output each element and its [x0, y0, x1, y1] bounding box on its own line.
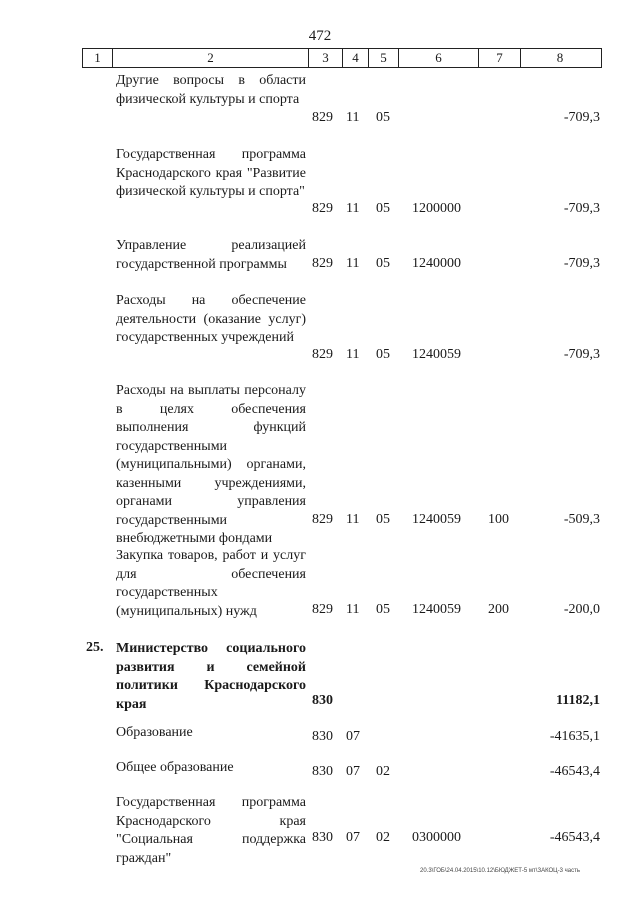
ved-code: 829 — [312, 110, 333, 125]
ved-code: 830 — [312, 729, 333, 744]
ved-code: 829 — [312, 256, 333, 271]
target-article-code: 0300000 — [412, 830, 461, 845]
header-col-1: 1 — [83, 49, 113, 67]
section-code: 11 — [346, 347, 360, 362]
header-col-4: 4 — [343, 49, 369, 67]
expense-type-code: 200 — [488, 602, 509, 617]
target-article-code: 1240000 — [412, 256, 461, 271]
row-name: Образование — [116, 725, 193, 740]
amount: -41635,1 — [549, 729, 600, 744]
amount: -709,3 — [563, 256, 600, 271]
header-col-2: 2 — [113, 49, 309, 67]
ved-code: 829 — [312, 201, 333, 216]
subsection-code: 05 — [376, 256, 390, 271]
subsection-code: 05 — [376, 347, 390, 362]
page-number: 472 — [308, 28, 332, 44]
amount: -709,3 — [563, 201, 600, 216]
target-article-code: 1240059 — [412, 602, 461, 617]
ved-code: 829 — [312, 347, 333, 362]
subsection-code: 05 — [376, 602, 390, 617]
amount: -46543,4 — [549, 830, 600, 845]
amount: -46543,4 — [549, 764, 600, 779]
amount: -709,3 — [563, 347, 600, 362]
subsection-code: 05 — [376, 110, 390, 125]
subsection-code: 02 — [376, 830, 390, 845]
amount: -200,0 — [563, 602, 600, 617]
subsection-code: 02 — [376, 764, 390, 779]
row-name: Общее образование — [116, 760, 234, 775]
amount: -509,3 — [563, 512, 600, 527]
target-article-code: 1240059 — [412, 347, 461, 362]
ved-code: 830 — [312, 830, 333, 845]
footer-path: 20.3\ГОБ\24.04.2015\10.12\БЮДЖЕТ-5 мт\ЗАКОЦ-3 часть — [420, 868, 580, 874]
table-header — [82, 48, 602, 68]
row-name: Расходы на обеспечение деятельности (оказание услуг) государственных учреждений — [116, 293, 306, 345]
amount: 11182,1 — [556, 693, 600, 708]
row-name: Управление реализацией государственной программы — [116, 238, 306, 272]
row-name: Закупка товаров, работ и услуг для обеспечения государственных (муниципальных) нужд — [116, 548, 306, 619]
subsection-code: 05 — [376, 512, 390, 527]
section-code: 11 — [346, 512, 360, 527]
header-col-6: 6 — [399, 49, 479, 67]
ved-code: 829 — [312, 512, 333, 527]
section-code: 11 — [346, 201, 360, 216]
expense-type-code: 100 — [488, 512, 509, 527]
row-name: Министерство социального развития и семейной политики Краснодарского края — [116, 641, 306, 712]
section-code: 07 — [346, 764, 360, 779]
row-name: Другие вопросы в области физической культуры и спорта — [116, 73, 306, 107]
target-article-code: 1240059 — [412, 512, 461, 527]
row-name: Государственная программа Краснодарского края "Развитие физической культуры и спорта" — [116, 147, 306, 199]
subsection-code: 05 — [376, 201, 390, 216]
target-article-code: 1200000 — [412, 201, 461, 216]
amount: -709,3 — [563, 110, 600, 125]
header-col-8: 8 — [556, 50, 564, 65]
header-col-3: 3 — [309, 49, 343, 67]
row-number: 25. — [86, 640, 104, 655]
section-code: 07 — [346, 729, 360, 744]
section-code: 11 — [346, 602, 360, 617]
ved-code: 830 — [312, 764, 333, 779]
ved-code: 829 — [312, 602, 333, 617]
header-col-7: 7 — [479, 49, 521, 67]
row-name: Расходы на выплаты персоналу в целях обеспечения выполнения функций государственными (муниципальными) органами, казенными учреждениями, органами управления государственными внебюджетными фондами — [116, 383, 306, 546]
ved-code: 830 — [312, 693, 333, 708]
row-name: Государственная программа Краснодарского края "Социальная поддержка граждан" — [116, 795, 306, 866]
section-code: 11 — [346, 256, 360, 271]
section-code: 07 — [346, 830, 360, 845]
header-col-5: 5 — [369, 49, 399, 67]
section-code: 11 — [346, 110, 360, 125]
